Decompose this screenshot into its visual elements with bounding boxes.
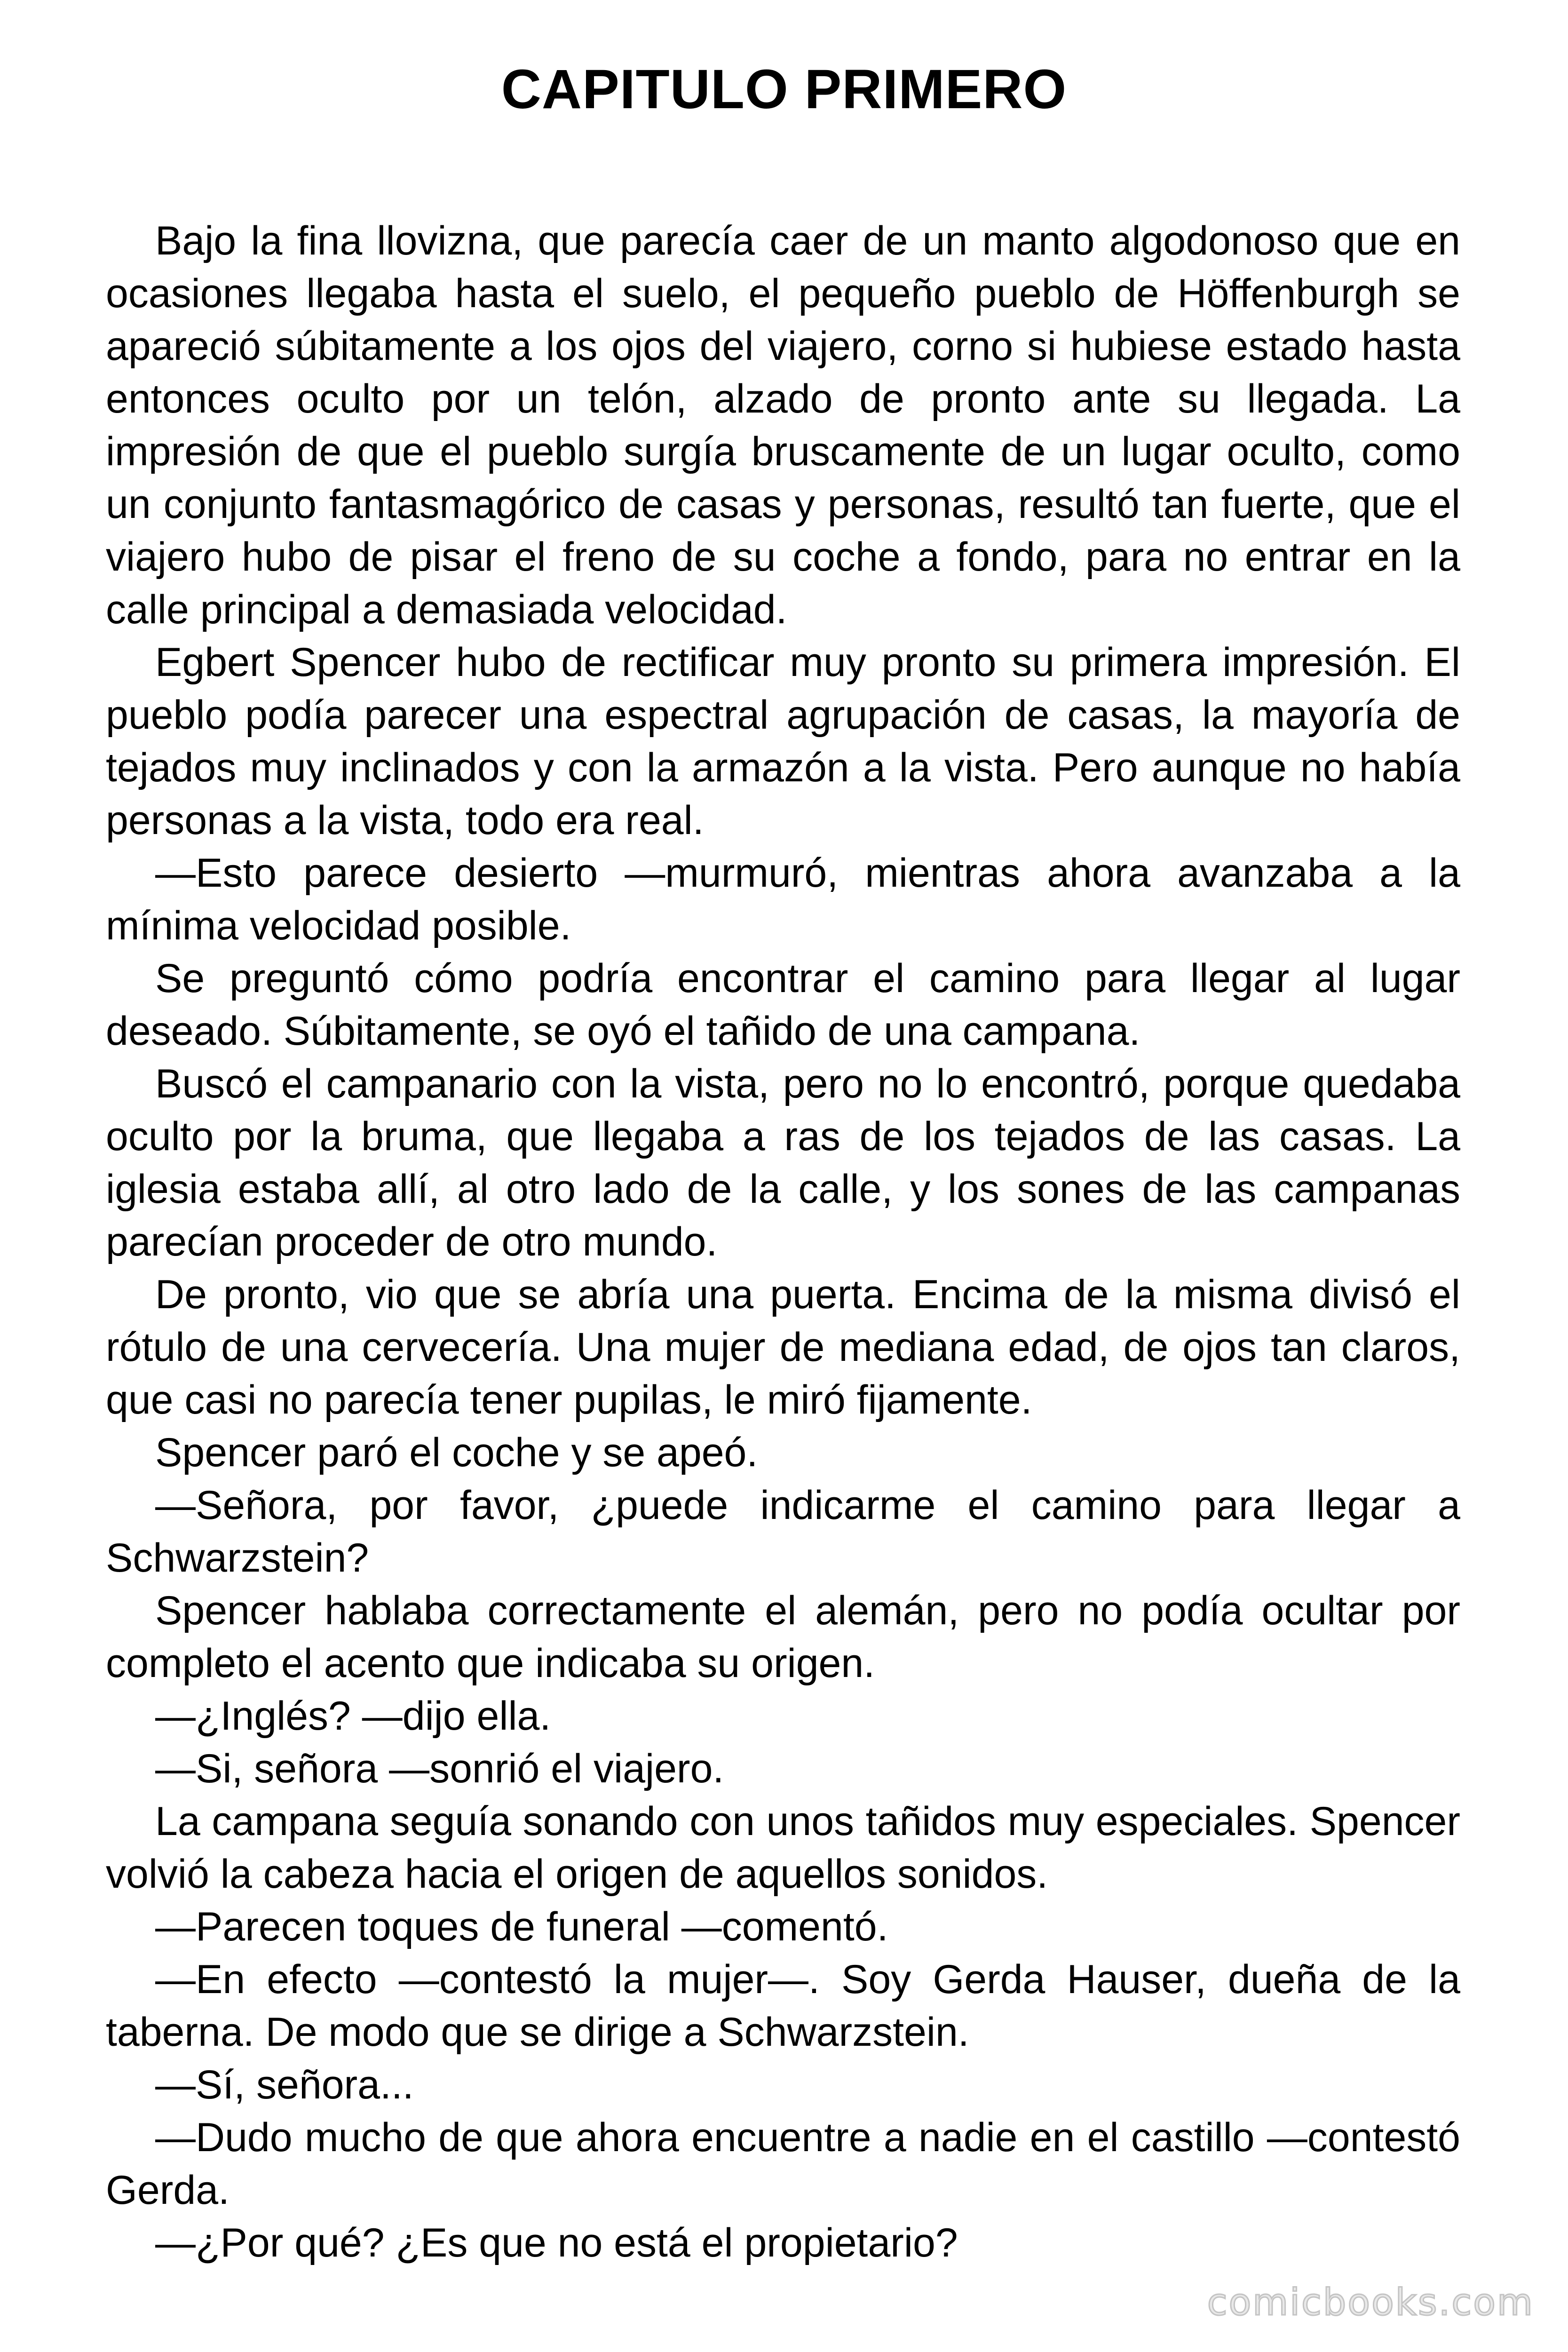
watermark: comicbooks.com bbox=[1207, 2281, 1534, 2324]
paragraph: —Dudo mucho de que ahora encuentre a nadie en el castillo —contestó Gerda. bbox=[106, 2115, 1460, 2213]
chapter-title: CAPITULO PRIMERO bbox=[501, 58, 1067, 120]
paragraph: Spencer hablaba correctamente el alemán, pero no podía ocultar por completo el acento que indicaba su origen. bbox=[106, 1588, 1460, 1686]
paragraph: Se preguntó cómo podría encontrar el camino para llegar al lugar deseado. Súbitamente, se oyó el tañido de una campana. bbox=[106, 956, 1460, 1054]
paragraph: —Parecen toques de funeral —comentó. bbox=[155, 1904, 888, 1949]
body-text bbox=[106, 215, 1460, 2269]
paragraph: —Esto parece desierto —murmuró, mientras ahora avanzaba a la mínima velocidad posible. bbox=[106, 850, 1460, 948]
paragraph: —¿Por qué? ¿Es que no está el propietario? bbox=[155, 2220, 958, 2265]
paragraph: —¿Inglés? —dijo ella. bbox=[155, 1693, 551, 1739]
paragraph: Bajo la fina llovizna, que parecía caer de un manto algodonoso que en ocasiones llegaba hasta el suelo, el pequeño pueblo de Höffenburgh se apareció súbitamente a los ojos del viajero, corno si hubiese estado hasta entonces oculto por un telón, alzado de pronto ante su llegada. La impresión de que el pueblo surgía bruscamente de un lugar oculto, como un conjunto fantasmagórico de casas y personas, resultó tan fuerte, que el viajero hubo de pisar el freno de su coche a fondo, para no entrar en la calle principal a demasiada velocidad. bbox=[106, 218, 1460, 632]
paragraph: —Señora, por favor, ¿puede indicarme el camino para llegar a Schwarzstein? bbox=[106, 1483, 1460, 1581]
paragraph: —En efecto —contestó la mujer—. Soy Gerda Hauser, dueña de la taberna. De modo que se dirige a Schwarzstein. bbox=[106, 1957, 1460, 2055]
paragraph: Egbert Spencer hubo de rectificar muy pronto su primera impresión. El pueblo podía parecer una espectral agrupación de casas, la mayoría de tejados muy inclinados y con la armazón a la vista. Pero aunque no había personas a la vista, todo era real. bbox=[106, 640, 1460, 843]
paragraph: Spencer paró el coche y se apeó. bbox=[155, 1430, 758, 1475]
paragraph: —Si, señora —sonrió el viajero. bbox=[155, 1746, 724, 1791]
paragraph: La campana seguía sonando con unos tañidos muy especiales. Spencer volvió la cabeza hacia el origen de aquellos sonidos. bbox=[106, 1799, 1460, 1897]
paragraph: De pronto, vio que se abría una puerta. Encima de la misma divisó el rótulo de una cervecería. Una mujer de mediana edad, de ojos tan claros, que casi no parecía tener pupilas, le miró fijamente. bbox=[106, 1272, 1460, 1422]
paragraph: Buscó el campanario con la vista, pero no lo encontró, porque quedaba oculto por la bruma, que llegaba a ras de los tejados de las casas. La iglesia estaba allí, al otro lado de la calle, y los sones de las campanas parecían proceder de otro mundo. bbox=[106, 1061, 1460, 1264]
paragraph: —Sí, señora... bbox=[155, 2062, 414, 2107]
